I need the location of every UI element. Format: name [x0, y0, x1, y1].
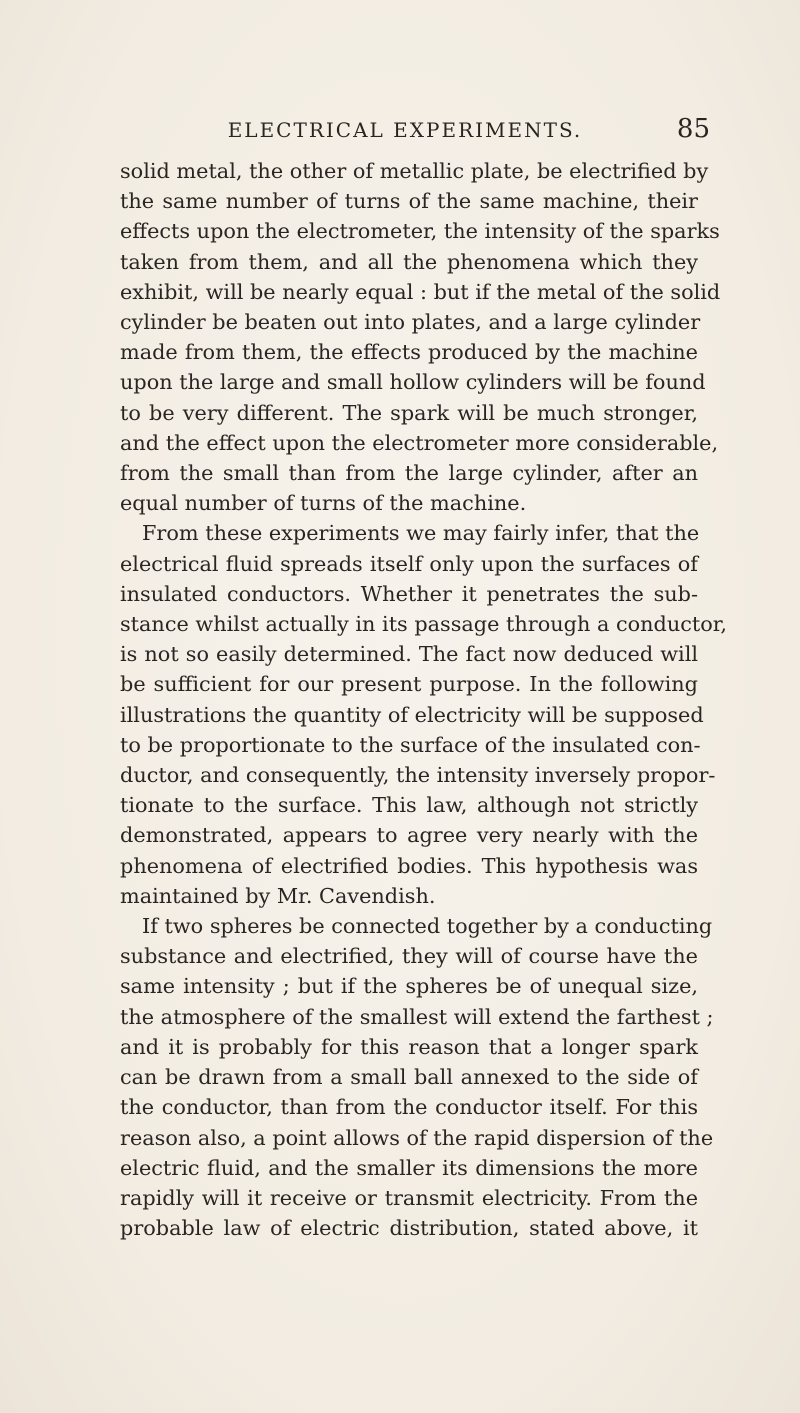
- text-line: equal number of turns of the machine.: [120, 491, 527, 516]
- text-line: upon the large and small hollow cylinders will be found: [120, 370, 706, 395]
- text-line: the same number of turns of the same machine, their: [120, 189, 698, 214]
- text-line: solid metal, the other of metallic plate, be electrified by: [120, 159, 709, 183]
- text-line: phenomena of electrified bodies. This hypothesis was: [120, 853, 698, 878]
- text-line: If two spheres be connected together by a conducting: [142, 914, 713, 939]
- text-line: is not so easily determined. The fact now deduced will: [120, 642, 698, 667]
- text-line: same intensity ; but if the spheres be of unequal size,: [120, 974, 698, 999]
- text-line: to be very different. The spark will be much stronger,: [120, 400, 698, 425]
- text-line: maintained by Mr. Cavendish.: [120, 883, 436, 908]
- text-line: can be drawn from a small ball annexed to the side of: [120, 1065, 698, 1090]
- body-text: [120, 156, 728, 1243]
- page-number: 85: [676, 114, 710, 144]
- text-line: illustrations the quantity of electricity will be supposed: [120, 702, 704, 727]
- text-line: electrical fluid spreads itself only upon the surfaces of: [120, 551, 698, 576]
- text-line: exhibit, will be nearly equal : but if the metal of the solid: [120, 279, 721, 304]
- text-line: from the small than from the large cylinder, after an: [120, 461, 698, 486]
- text-line: rapidly will it receive or transmit electricity. From the: [120, 1185, 698, 1210]
- text-line: made from them, the effects produced by the machine: [120, 340, 698, 365]
- text-line: ductor, and consequently, the intensity inversely propor-: [120, 763, 716, 788]
- text-line: demonstrated, appears to agree very nearly with the: [120, 823, 698, 848]
- text-line: tionate to the surface. This law, although not strictly: [120, 793, 698, 818]
- text-line: cylinder be beaten out into plates, and a large cylinder: [120, 310, 701, 335]
- text-line: reason also, a point allows of the rapid dispersion of the: [120, 1125, 714, 1150]
- text-line: be sufficient for our present purpose. In the following: [120, 672, 698, 697]
- text-line: to be proportionate to the surface of the insulated con-: [120, 732, 701, 757]
- text-line: probable law of electric distribution, stated above, it: [120, 1216, 698, 1241]
- text-line: and it is probably for this reason that a longer spark: [120, 1034, 698, 1059]
- text-line: and the effect upon the electrometer more considerable,: [120, 430, 719, 455]
- running-head: [100, 114, 710, 148]
- text-line: taken from them, and all the phenomena which they: [120, 249, 698, 274]
- text-line: From these experiments we may fairly infer, that the: [142, 521, 700, 546]
- text-line: effects upon the electrometer, the intensity of the sparks: [120, 219, 720, 244]
- text-line: substance and electrified, they will of course have the: [120, 944, 698, 969]
- text-line: the atmosphere of the smallest will extend the farthest ;: [120, 1004, 714, 1029]
- running-title: ELECTRICAL EXPERIMENTS.: [227, 118, 583, 142]
- text-line: the conductor, than from the conductor itself. For this: [120, 1095, 698, 1120]
- text-line: insulated conductors. Whether it penetrates the sub-: [120, 581, 698, 606]
- text-line: stance whilst actually in its passage through a conductor,: [120, 612, 728, 637]
- text-line: electric fluid, and the smaller its dimensions the more: [120, 1155, 698, 1180]
